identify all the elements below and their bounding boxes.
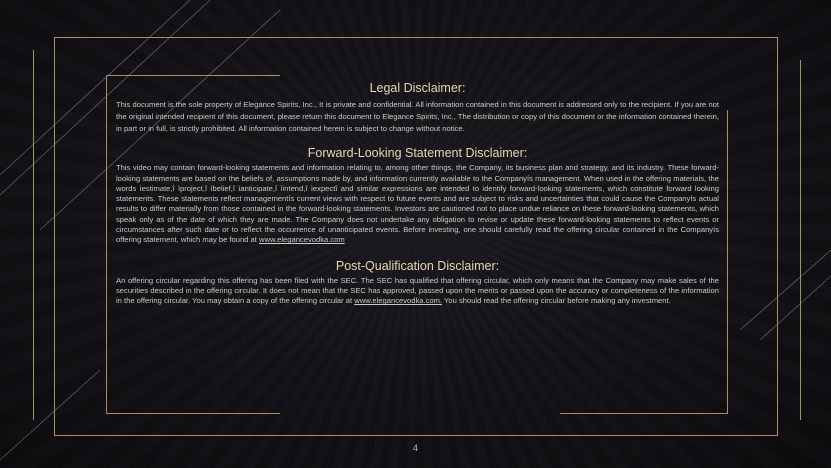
forward-looking-text: This video may contain forward-looking statements and information relating to, among other things, the Company, its business plan and strategy, and its industry. These forward-looking statements are based on the beliefs of, assumptions made by, and information currently available to the Companyís management. When used in the offering materials, the words ìestimate,î ìproject,î ìbelief,î ìanticipate,î ìintend,î ìexpectî and similar expressions are intended to identify forward-looking statements, which constitute forward looking statements. These statements reflect managementís current views with respect to future events and are subject to risks and uncertainties that could cause the Companyís actual results to differ materially from those contained in the forward-looking statements. Investors are cautioned not to place undue reliance on these forward-looking statements, which speak only as of the date of which they are made. The Company does not undertake any obligation to revise or update these forward-looking statements to reflect events or circumstances after such date or to reflect the occurrence of unanticipated events. Before investing, one should carefully read the offering circular contained in the Companyís offering statement, which may be found at [116, 163, 719, 245]
website-link-2[interactable]: www.elegancevodka.com. [354, 296, 443, 306]
page-number: 4 [412, 443, 418, 453]
legal-disclaimer-title: Legal Disclaimer: [369, 81, 466, 95]
legal-disclaimer-body: This document is the sole property of Elegance Spirits, Inc., It is private and confidential. All information contained in this document is addressed only to the recipient. If you are not the original intended recipient of this document, please return this document to Elegance Spirits, Inc., The distribution or copy of this document or the information contained therein, in part or in full, is strictly prohibited. All information contained herein is subject to change without notice. [116, 100, 719, 134]
post-qualification-text-end: You should read the offering circular before making any investment. [444, 296, 671, 306]
diagonal-line-6 [760, 276, 831, 340]
forward-looking-section [116, 145, 719, 245]
disclaimer-content [116, 80, 719, 307]
forward-looking-title: Forward-Looking Statement Disclaimer: [307, 146, 528, 161]
website-link[interactable]: www.elegancevodka.com [258, 235, 345, 245]
post-qualification-section [116, 258, 719, 307]
post-qualification-title: Post-Qualification Disclaimer: [335, 258, 500, 273]
post-qualification-text: An offering circular regarding this offering has been filed with the SEC. The SEC has qualified that offering circular, which only means that the Company may make sales of the securities described in the offering circular. It does not mean that the SEC has approved, passed upon the merits or passed upon the accuracy or completeness of the information in the offering circular. You may obtain a copy of the offering circular at [116, 275, 719, 306]
diagonal-line-5 [740, 250, 831, 330]
forward-looking-body [116, 163, 719, 245]
post-qualification-body [116, 276, 719, 307]
legal-disclaimer-section [116, 80, 719, 135]
